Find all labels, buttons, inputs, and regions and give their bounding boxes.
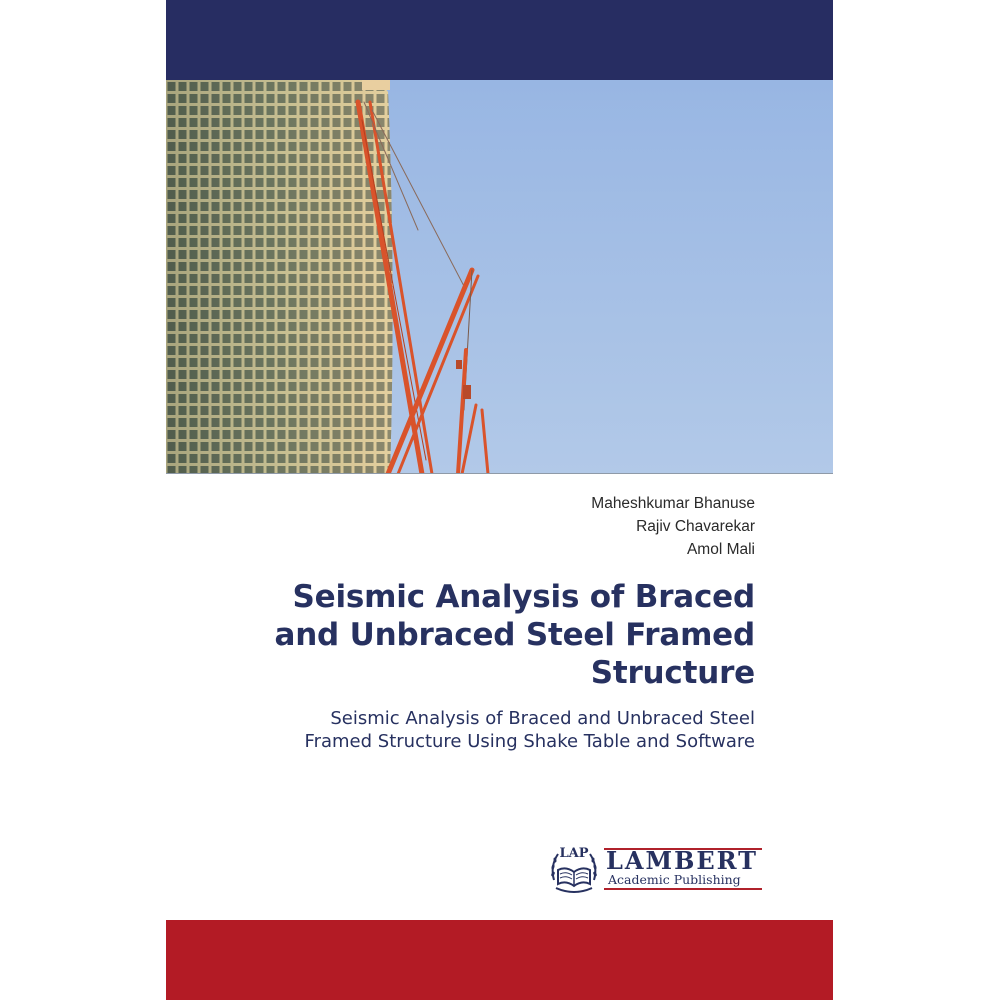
author-list: [591, 492, 755, 561]
cover-photo: [166, 80, 833, 474]
book-title: [195, 578, 755, 692]
publisher-name: LAMBERT: [606, 846, 759, 875]
book-cover: [166, 0, 833, 1000]
lap-badge-text: LAP: [559, 846, 589, 861]
subtitle-line: Seismic Analysis of Braced and Unbraced Steel: [330, 708, 755, 729]
bottom-color-band: [166, 920, 833, 1000]
glass-tower-icon: [166, 80, 393, 474]
subtitle-line: Framed Structure Using Shake Table and Software: [304, 731, 755, 752]
title-line: and Unbraced Steel Framed: [274, 617, 755, 653]
title-line: Seismic Analysis of Braced: [292, 579, 755, 615]
book-subtitle: [195, 707, 755, 753]
author-name: Amol Mali: [686, 541, 755, 558]
top-color-band: [166, 0, 833, 80]
author-name: Rajiv Chavarekar: [636, 518, 755, 535]
photo-divider: [166, 473, 833, 474]
logo-rule-bottom: [604, 888, 762, 890]
open-book-laurel-icon: [546, 840, 602, 896]
title-line: Structure: [590, 655, 755, 691]
publisher-logo: [546, 838, 766, 898]
publisher-tagline: Academic Publishing: [608, 872, 741, 887]
author-name: Maheshkumar Bhanuse: [591, 495, 755, 512]
